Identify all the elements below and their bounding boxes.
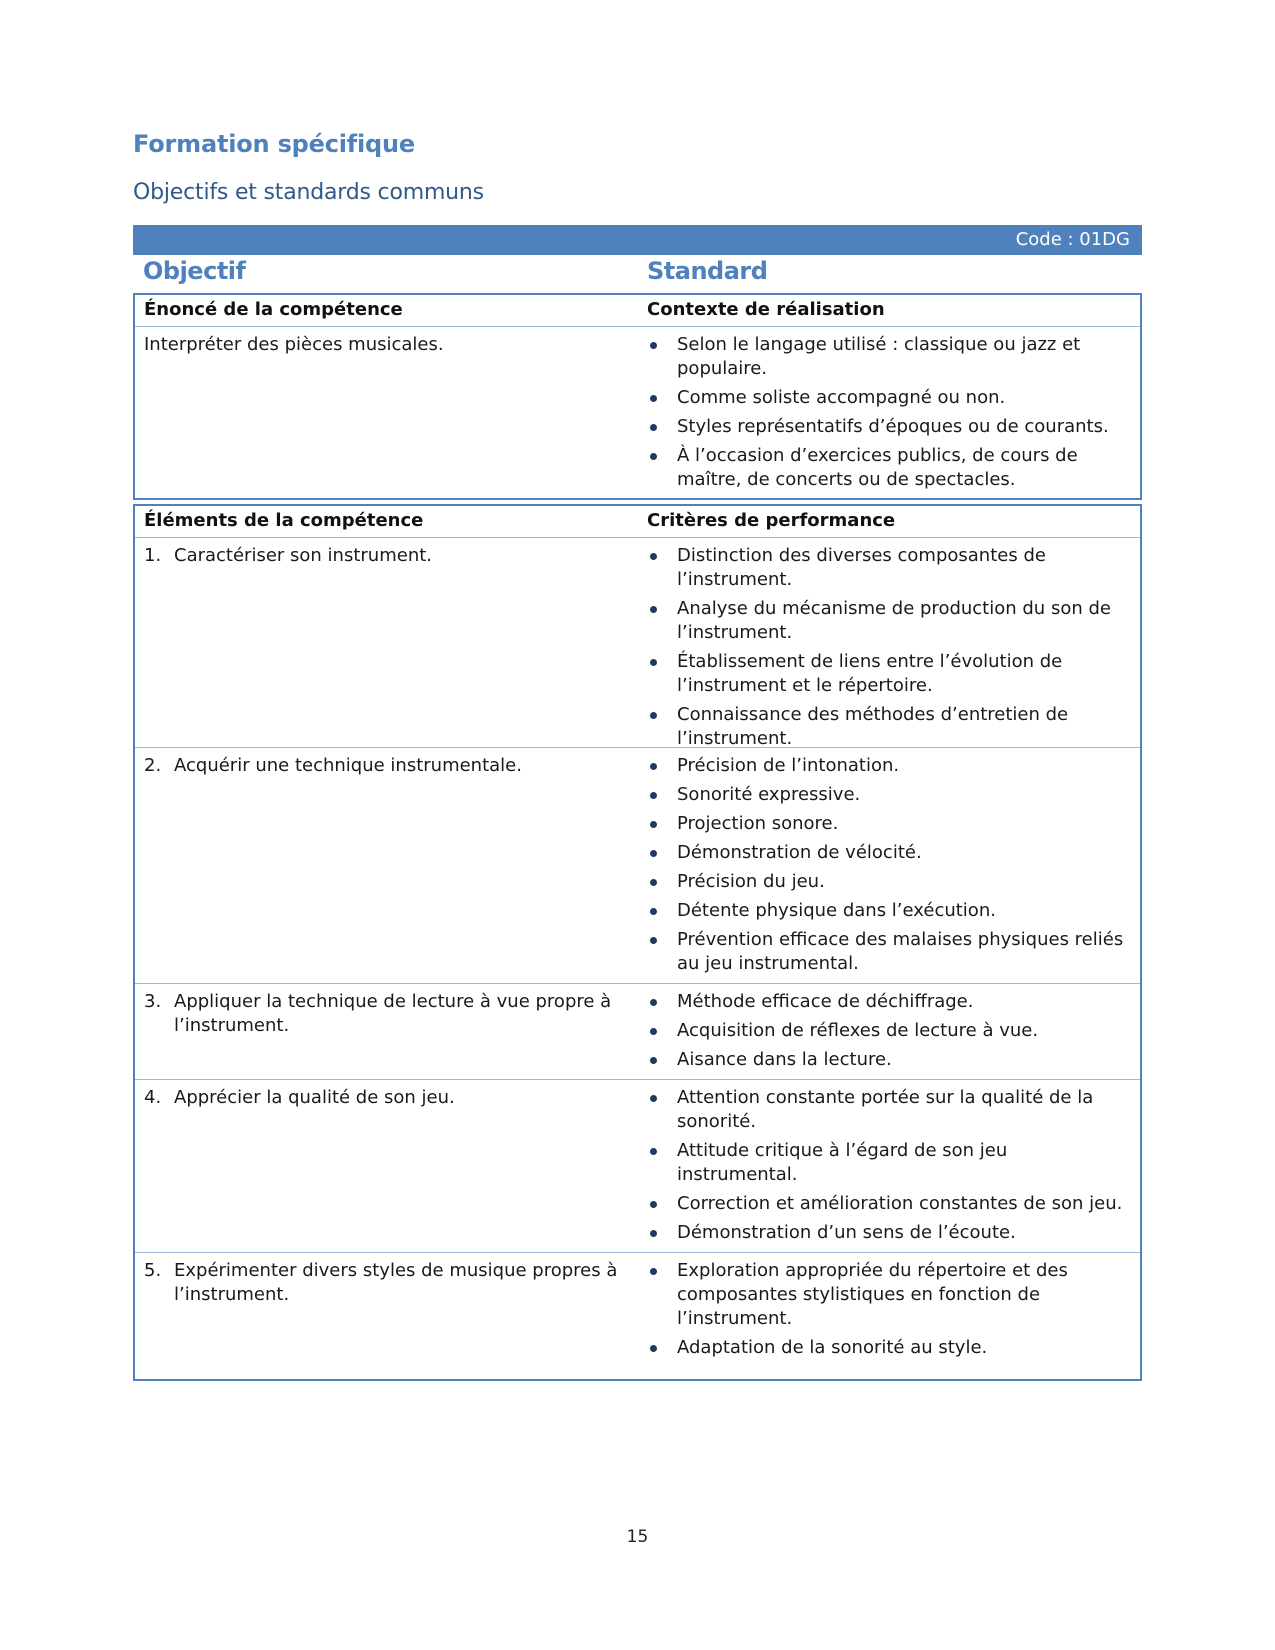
list-item: Selon le langage utilisé : classique ou jazz et populaire. <box>647 333 1132 381</box>
element-text: Apprécier la qualité de son jeu. <box>174 1087 455 1108</box>
table-row <box>135 538 1140 748</box>
elements-table <box>133 504 1142 1381</box>
list-item: Correction et amélioration constantes de son jeu. <box>647 1192 1132 1216</box>
bullet-icon <box>647 415 677 439</box>
element-item <box>144 754 635 778</box>
list-item: Établissement de liens entre l’évolution de l’instrument et le répertoire. <box>647 650 1132 698</box>
bullet-icon <box>647 1336 677 1360</box>
list-item: Analyse du mécanisme de production du son de l’instrument. <box>647 597 1132 645</box>
element-number: 1. <box>144 545 162 566</box>
bullet-icon <box>647 650 677 698</box>
bullet-icon <box>647 1192 677 1216</box>
bullet-icon <box>647 1259 677 1331</box>
list-item: Distinction des diverses composantes de l’instrument. <box>647 544 1132 592</box>
standard-heading: Standard <box>647 257 768 285</box>
element-text: Caractériser son instrument. <box>174 545 433 566</box>
competence-statement-header: Énoncé de la compétence <box>144 299 403 320</box>
context-header: Contexte de réalisation <box>647 299 885 320</box>
list-item: Comme soliste accompagné ou non. <box>647 386 1132 410</box>
competence-row <box>135 327 1140 497</box>
list-item: À l’occasion d’exercices publics, de cours de maître, de concerts ou de spectacles. <box>647 444 1132 492</box>
bullet-icon <box>647 386 677 410</box>
subtitle: Objectifs et standards communs <box>133 180 484 205</box>
element-number: 3. <box>144 991 162 1012</box>
list-item: Exploration appropriée du répertoire et des composantes stylistiques en fonction de l’instrument. <box>647 1259 1132 1331</box>
list-item: Attention constante portée sur la qualité de la sonorité. <box>647 1086 1132 1134</box>
bullet-icon <box>647 899 677 923</box>
context-list <box>647 333 1132 492</box>
element-item <box>144 1086 635 1110</box>
table-row <box>135 1080 1140 1253</box>
element-number: 4. <box>144 1087 162 1108</box>
element-text: Acquérir une technique instrumentale. <box>174 755 522 776</box>
criteria-list <box>647 754 1132 976</box>
section-title: Formation spécifique <box>133 130 415 158</box>
bullet-icon <box>647 783 677 807</box>
bullet-icon <box>647 703 677 751</box>
competence-table <box>133 293 1142 500</box>
objective-heading: Objectif <box>143 257 246 285</box>
bullet-icon <box>647 841 677 865</box>
bullet-icon <box>647 1221 677 1245</box>
table-row <box>135 748 1140 984</box>
bullet-icon <box>647 444 677 492</box>
element-text: Appliquer la technique de lecture à vue propre à l’instrument. <box>174 991 612 1036</box>
table-row <box>135 984 1140 1080</box>
table-row <box>135 1253 1140 1380</box>
list-item: Connaissance des méthodes d’entretien de l’instrument. <box>647 703 1132 751</box>
bullet-icon <box>647 1019 677 1043</box>
element-text: Expérimenter divers styles de musique propres à l’instrument. <box>174 1260 618 1305</box>
code-bar: Code : 01DG <box>133 225 1142 255</box>
elements-header: Éléments de la compétence <box>144 510 424 531</box>
criteria-list <box>647 990 1132 1072</box>
competence-statement: Interpréter des pièces musicales. <box>144 334 444 355</box>
list-item: Prévention efficace des malaises physiques reliés au jeu instrumental. <box>647 928 1132 976</box>
bullet-icon <box>647 333 677 381</box>
element-item <box>144 544 635 568</box>
list-item: Adaptation de la sonorité au style. <box>647 1336 1132 1360</box>
page-number: 15 <box>626 1527 649 1547</box>
bullet-icon <box>647 1048 677 1072</box>
list-item: Acquisition de réflexes de lecture à vue. <box>647 1019 1132 1043</box>
list-item: Méthode efficace de déchiffrage. <box>647 990 1132 1014</box>
list-item: Précision de l’intonation. <box>647 754 1132 778</box>
list-item: Styles représentatifs d’époques ou de courants. <box>647 415 1132 439</box>
elements-table-header <box>135 506 1140 538</box>
list-item: Détente physique dans l’exécution. <box>647 899 1132 923</box>
list-item: Sonorité expressive. <box>647 783 1132 807</box>
list-item: Démonstration d’un sens de l’écoute. <box>647 1221 1132 1245</box>
list-item: Précision du jeu. <box>647 870 1132 894</box>
criteria-list <box>647 1259 1132 1360</box>
bullet-icon <box>647 812 677 836</box>
element-number: 2. <box>144 755 162 776</box>
list-item: Aisance dans la lecture. <box>647 1048 1132 1072</box>
bullet-icon <box>647 544 677 592</box>
list-item: Attitude critique à l’égard de son jeu instrumental. <box>647 1139 1132 1187</box>
bullet-icon <box>647 754 677 778</box>
bullet-icon <box>647 928 677 976</box>
list-item: Démonstration de vélocité. <box>647 841 1132 865</box>
list-item: Projection sonore. <box>647 812 1132 836</box>
bullet-icon <box>647 597 677 645</box>
element-number: 5. <box>144 1260 162 1281</box>
bullet-icon <box>647 870 677 894</box>
competence-table-header <box>135 295 1140 327</box>
criteria-list <box>647 1086 1132 1245</box>
bullet-icon <box>647 990 677 1014</box>
criteria-header: Critères de performance <box>647 510 896 531</box>
element-item <box>144 1259 635 1307</box>
bullet-icon <box>647 1086 677 1134</box>
element-item <box>144 990 635 1038</box>
bullet-icon <box>647 1139 677 1187</box>
criteria-list <box>647 544 1132 751</box>
